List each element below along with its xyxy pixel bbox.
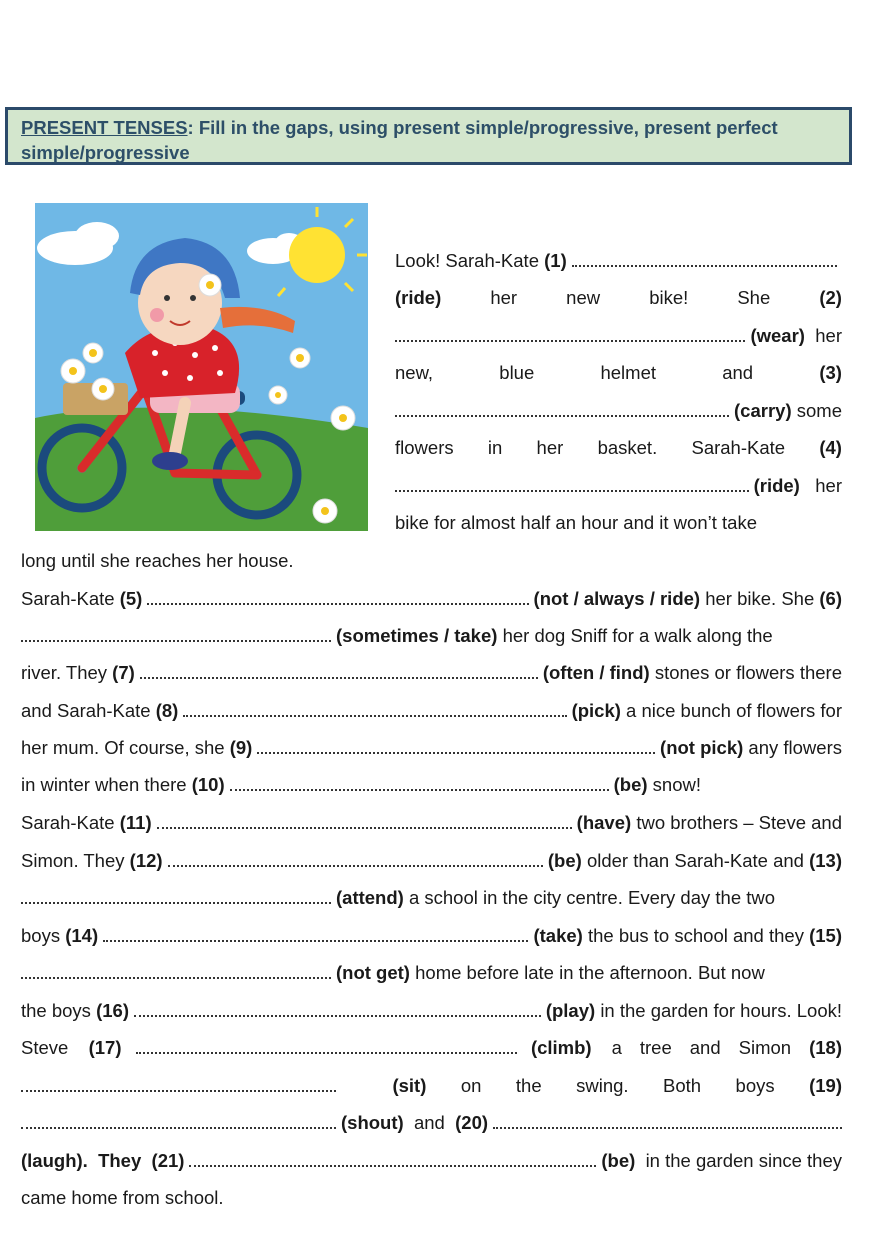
- text-line-26: came home from school.: [21, 1187, 224, 1208]
- gap-3[interactable]: [395, 400, 729, 417]
- gap-2[interactable]: [395, 325, 745, 342]
- gap-18[interactable]: [21, 1075, 336, 1092]
- gap-10[interactable]: [230, 774, 609, 791]
- text-line-22: Steve (17) (climb) a tree and Simon (18): [21, 1037, 842, 1058]
- gap-15[interactable]: [21, 962, 331, 979]
- gap-11[interactable]: [157, 812, 572, 829]
- gap-17[interactable]: [136, 1037, 517, 1054]
- text-line-12: river. They (7) (often / find) stones or flowers there: [21, 662, 842, 683]
- gap-4[interactable]: [395, 475, 749, 492]
- text-line-15: in winter when there (10) (be) snow!: [21, 774, 701, 795]
- text-line-8: bike for almost half an hour and it won’t take: [395, 512, 757, 533]
- gap-9[interactable]: [257, 737, 655, 754]
- gap-12[interactable]: [168, 850, 543, 867]
- text-line-18: (attend) a school in the city centre. Every day the two: [21, 886, 842, 910]
- gap-14[interactable]: [103, 925, 528, 942]
- text-line-17: Simon. They (12) (be) older than Sarah-Kate and (13): [21, 850, 842, 871]
- text-line-4: new, blue helmet and (3): [395, 362, 842, 383]
- gap-16[interactable]: [134, 1000, 541, 1017]
- text-line-21: the boys (16) (play) in the garden for hours. Look!: [21, 1000, 842, 1021]
- text-line-2: (ride) her new bike! She (2): [395, 287, 842, 308]
- text-line-23: (sit) on the swing. Both boys (19): [21, 1074, 842, 1098]
- gap-1[interactable]: [572, 250, 837, 267]
- text-line-13: and Sarah-Kate (8) (pick) a nice bunch of flowers for: [21, 700, 842, 721]
- gap-6[interactable]: [21, 625, 331, 642]
- gap-8[interactable]: [183, 700, 566, 717]
- gap-19[interactable]: [21, 1112, 336, 1129]
- text-line-19: boys (14) (take) the bus to school and they (15): [21, 925, 842, 946]
- text-line-16: Sarah-Kate (11) (have) two brothers – Steve and: [21, 812, 842, 833]
- text-line-5: (carry) some: [395, 399, 842, 423]
- title-instructions: : Fill in the gaps, using present simple/progressive, present perfect simple/progressive: [21, 117, 778, 163]
- gap-13[interactable]: [21, 887, 331, 904]
- gap-5[interactable]: [147, 588, 528, 605]
- girl-riding-bicycle-illustration: [35, 203, 368, 531]
- gap-21[interactable]: [189, 1150, 596, 1167]
- text-line-6: flowers in her basket. Sarah-Kate (4): [395, 437, 842, 458]
- text-line-9: long until she reaches her house.: [21, 550, 294, 571]
- title-label: PRESENT TENSES: [21, 117, 188, 138]
- text-line-7: (ride) her: [395, 474, 842, 498]
- text-line-14: her mum. Of course, she (9) (not pick) any flowers: [21, 737, 842, 758]
- gap-20[interactable]: [493, 1112, 842, 1129]
- text-line-10: Sarah-Kate (5) (not / always / ride) her bike. She (6): [21, 588, 842, 609]
- text-line-1: Look! Sarah-Kate (1): [395, 249, 842, 273]
- text-line-24: (shout) and (20): [21, 1111, 842, 1135]
- text-line-3: (wear) her: [395, 324, 842, 348]
- exercise-title: [5, 107, 852, 165]
- text-line-11: (sometimes / take) her dog Sniff for a walk along the: [21, 624, 842, 648]
- gap-7[interactable]: [140, 662, 538, 679]
- text-line-25: (laugh). They (21) (be) in the garden since they: [21, 1150, 842, 1171]
- text-line-20: (not get) home before late in the afternoon. But now: [21, 961, 842, 985]
